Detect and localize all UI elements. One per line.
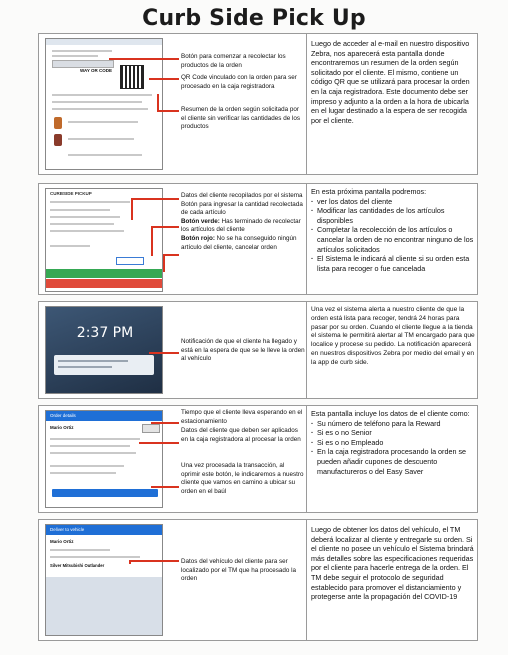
page-title: Curb Side Pick Up	[142, 6, 366, 31]
screenshot-text-line	[50, 216, 120, 218]
screenshot-text-line	[52, 108, 148, 110]
note-customer-arrived: Notificación de que el cliente ha llegado y está en la espera de que se le lleve la orden al vehículo	[181, 338, 305, 363]
pointer-arrow	[149, 352, 179, 354]
list-item: · Completar la recolección de los artículos o cancelar la orden de no encontrar ninguno de los artículos solicitados	[311, 225, 475, 254]
customer-name: Mario Ortiz	[50, 425, 74, 430]
quantity-input	[116, 257, 144, 265]
section-pickup-screen	[38, 183, 478, 295]
description-intro: Esta pantalla incluye los datos de el cliente como:	[311, 409, 470, 418]
list-item: · Si es o no Senior	[311, 428, 475, 438]
section-order-summary	[38, 33, 478, 175]
screenshot-text-line	[50, 245, 90, 247]
screenshot-text-line	[58, 360, 128, 362]
cancel-button-red	[46, 279, 163, 288]
section-vehicle	[38, 519, 478, 641]
complete-button-green	[46, 269, 163, 278]
screenshot-text-line	[50, 445, 130, 447]
screenshot-text-line	[52, 101, 142, 103]
column-divider	[306, 520, 307, 640]
section-description	[311, 409, 475, 476]
note-start-button: Botón para comenzar a recolectar los productos de la orden	[181, 53, 286, 69]
pointer-arrow	[139, 442, 179, 444]
vehicle-screenshot	[45, 524, 163, 636]
note-customer-data	[181, 192, 305, 252]
pointer-arrow	[151, 486, 179, 488]
pickup-screenshot	[45, 188, 163, 292]
vehicle-info: Silver Mitsubishi Outlander	[50, 563, 105, 568]
screenshot-text-line	[50, 223, 114, 225]
red-button-label: Botón rojo:	[181, 234, 215, 242]
capabilities-list	[311, 197, 475, 274]
list-item: · En la caja registradora procesando la orden se pueden añadir cupones de descuento manufactureros o del Easy Saver	[311, 447, 475, 476]
screenshot-text-line	[52, 50, 112, 52]
order-details-screenshot	[45, 410, 163, 508]
product-thumbnail-icon	[54, 117, 62, 129]
product-thumbnail-icon	[54, 134, 62, 146]
lockscreen-clock: 2:37 PM	[76, 325, 134, 341]
screenshot-header: Deliver to vehicle	[46, 525, 163, 535]
pointer-arrow	[151, 422, 179, 424]
list-item: · El Sistema le indicará al cliente si su orden esta lista para recoger o fue cancelada	[311, 254, 475, 273]
screenshot-text-line	[52, 55, 98, 57]
screenshot-text-line	[50, 201, 130, 203]
screenshot-text-line	[50, 209, 110, 211]
on-my-way-button	[52, 489, 158, 497]
section-description: Luego de acceder al e-mail en nuestro dispositivo Zebra, nos aparecerá esta pantalla donde encontraremos un resumen de la orden según solicitado por el cliente. El mismo, contiene un código QR que se utilizará para procesar la orden en la caja registradora. Este documento debe ser impreso y adjunto a la orden a la hora de ubicarla en el lugar destinado a la espera de ser recogida por el cliente.	[311, 39, 470, 125]
screenshot-top-bar	[46, 39, 162, 45]
pointer-arrow	[109, 58, 179, 60]
screenshot-text-line	[58, 366, 112, 368]
note-qr-code: QR Code vinculado con la orden para ser procesado en la caja registradora	[181, 74, 297, 90]
note-order-summary: Resumen de la orden según solicitada por el cliente sin verificar las cantidades de los productos	[181, 106, 301, 131]
pointer-arrow	[131, 198, 179, 200]
red-button-text: No se ha conseguido ningún artículo del cliente, cancelar orden	[181, 234, 297, 251]
pointer-arrow	[151, 226, 179, 228]
lockscreen-screenshot	[45, 306, 163, 394]
section-order-details	[38, 405, 478, 513]
column-divider	[306, 34, 307, 174]
start-collecting-button	[52, 60, 114, 68]
screenshot-text-line	[50, 452, 136, 454]
green-button-text: Has terminado de recolectar los artículos del cliente	[181, 217, 301, 234]
note-on-my-way: Una vez procesada la transacción, al oprimir este botón, le indicaremos a nuestro cliente que vamos en camino a ubicar su orden en el baúl	[181, 462, 304, 495]
note-vehicle-data: Datos del vehículo del cliente para ser localizado por el TM que ha procesado la orden	[181, 558, 297, 583]
pointer-arrow	[157, 94, 159, 110]
customer-data-list	[311, 419, 475, 477]
vehicle-app-area	[46, 577, 163, 636]
customer-name: Mario Ortiz	[50, 539, 74, 544]
screenshot-text-line	[50, 465, 124, 467]
screenshot-text-line	[50, 230, 124, 232]
section-customer-arrival	[38, 301, 478, 399]
section-description: Luego de obtener los datos del vehículo, el TM deberá localizar al cliente y entregarle su orden. Si el cliente no posee un vehículo el Sistema brindará más detalles sobre las especificaciones requeridas por el cliente para hacerle entrega de la orden. El TM debe seguir el protocolo de seguridad establecido para promover el distanciamiento y protegerse ante la propagación del COVID-19	[311, 525, 474, 602]
screenshot-text-line	[68, 138, 134, 140]
screenshot-text-line	[50, 438, 140, 440]
list-item: · Su número de teléfono para la Reward	[311, 419, 475, 429]
screenshot-text-line	[52, 94, 152, 96]
note-register-data: Datos del cliente que deben ser aplicados en la caja registradora al procesar la orden	[181, 427, 301, 443]
pointer-arrow	[149, 78, 179, 80]
section-description: Una vez el sistema alerta a nuestro cliente de que la orden está lista para recoger, tendrá 24 horas para pasar por su orden. Cuando el cliente llegue a la tienda el sistema le permitirá alertar al TM encargado para que localice y procese su pedido. La notificación aparecerá en nuestros dispositivos Zebra por medio del email y en la app de curb side.	[311, 306, 475, 366]
column-divider	[306, 184, 307, 294]
section-description	[311, 187, 475, 273]
note-wait-time: Tiempo que el cliente lleva esperando en el estacionamiento	[181, 409, 303, 425]
description-intro: En esta próxima pantalla podremos:	[311, 187, 427, 196]
note-quantity-button: Botón para ingresar la cantidad recolectada de cada artículo	[181, 200, 303, 217]
pointer-arrow	[157, 110, 179, 112]
list-item: · Si es o no Empleado	[311, 438, 475, 448]
screenshot-text-line	[68, 121, 138, 123]
green-button-label: Botón verde:	[181, 217, 220, 225]
screenshot-text-line	[50, 556, 140, 558]
column-divider	[306, 302, 307, 398]
qr-code-icon	[120, 65, 144, 89]
screenshot-header: Order details	[46, 411, 163, 421]
list-item: · Modificar las cantidades de los artículos disponibles	[311, 206, 475, 225]
pointer-arrow	[163, 254, 179, 256]
pointer-arrow	[129, 560, 131, 564]
pointer-arrow	[151, 226, 153, 256]
screenshot-header: CURBSIDE PICKUP	[50, 191, 92, 196]
list-item: · ver los datos del cliente	[311, 197, 475, 207]
column-divider	[306, 406, 307, 512]
pointer-arrow	[163, 254, 165, 272]
note-customer-data-text: Datos del cliente recopilados por el sistema	[181, 192, 303, 199]
wait-time-badge	[142, 424, 160, 433]
screenshot-text-line	[50, 472, 116, 474]
pointer-arrow	[129, 560, 179, 562]
pointer-arrow	[131, 198, 133, 220]
notification-card	[54, 355, 154, 375]
screenshot-text-line	[50, 549, 110, 551]
way-or-code-label: WAY OR CODE	[79, 68, 112, 73]
screenshot-text-line	[68, 154, 142, 156]
